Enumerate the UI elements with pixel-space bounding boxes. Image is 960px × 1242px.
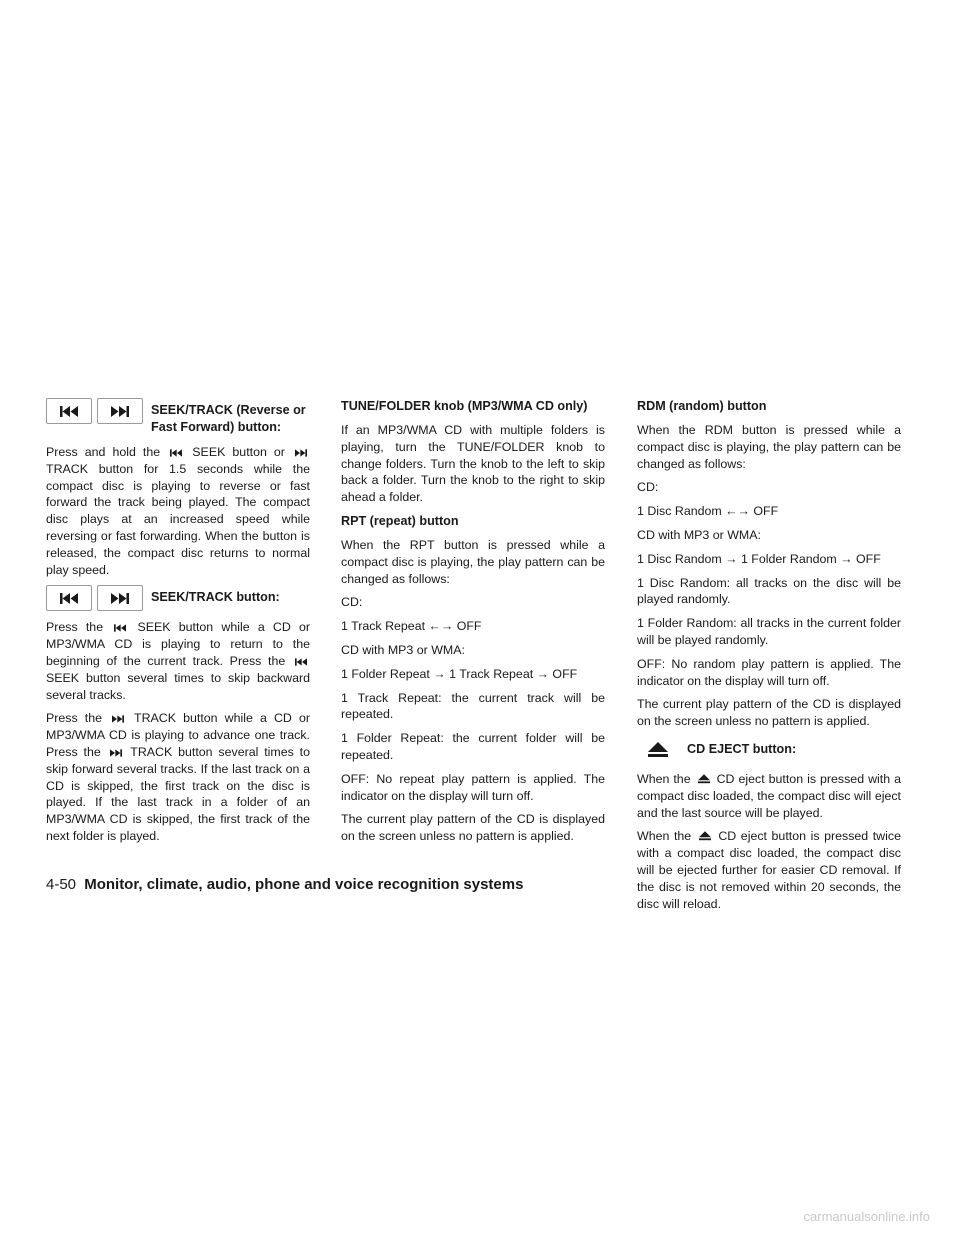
- skip-forward-icon: [110, 749, 122, 757]
- eject-paragraph-1: When the CD eject button is pressed with a compact disc loaded, the compact disc will eject and the last source will be played.: [637, 771, 901, 820]
- skip-back-icon: [60, 593, 78, 604]
- rpt-mp3-label: CD with MP3 or WMA:: [341, 642, 465, 657]
- eject-paragraph-2: When the CD eject button is pressed twice with a compact disc loaded, the compact disc will be ejected further for easier CD removal. If the disc is not removed within 20 seconds, the disc will reload.: [637, 829, 901, 911]
- seek-track-paragraph-1: Press the SEEK button while a CD or MP3/WMA CD is playing to return to the beginning of the current track. Press the SEEK button several times to skip backward several tracks.: [46, 620, 311, 702]
- rpt-desc-track: 1 Track Repeat: the current track will be repeated.: [341, 690, 605, 722]
- tune-folder-heading: TUNE/FOLDER knob (MP3/WMA CD only): [341, 399, 588, 413]
- rdm-desc-folder: 1 Folder Random: all tracks in the current folder will be played randomly.: [637, 616, 901, 647]
- seek-track-rev-ff-title: SEEK/TRACK (Reverse or Fast Forward) button:: [151, 403, 306, 434]
- rdm-cd-pattern: 1 Disc Random ←→ OFF: [637, 504, 779, 519]
- skip-forward-key: [97, 585, 143, 611]
- skip-forward-icon: [295, 449, 307, 457]
- rdm-intro: When the RDM button is pressed while a compact disc is playing, the play pattern can be changed as follows:: [637, 423, 901, 471]
- rdm-desc-disc: 1 Disc Random: all tracks on the disc will be played randomly.: [637, 575, 901, 607]
- rdm-mp3-label: CD with MP3 or WMA:: [637, 527, 761, 542]
- watermark: carmanualsonline.info: [803, 1209, 930, 1224]
- seek-track-heading: [46, 585, 310, 611]
- eject-icon: [648, 742, 668, 758]
- seek-track-rev-ff-paragraph: Press and hold the SEEK button or TRACK button for 1.5 seconds while the compact disc is playing to reverse or fast forward the track being played. The compact disc plays at an increased speed while reversing or fast forwarding. When the button is released, the compact disc returns to normal play speed.: [46, 445, 310, 577]
- rpt-note: The current play pattern of the CD is displayed on the screen unless no pattern is applied.: [341, 812, 605, 844]
- rpt-desc-off: OFF: No repeat play pattern is applied. The indicator on the display will turn off.: [341, 771, 605, 803]
- seek-track-title: SEEK/TRACK button:: [151, 590, 280, 605]
- rpt-cd-pattern: 1 Track Repeat ←→ OFF: [341, 619, 482, 634]
- cd-eject-heading: [637, 737, 901, 763]
- skip-back-icon: [60, 406, 78, 417]
- rdm-heading: RDM (random) button: [637, 399, 767, 413]
- column-1: [46, 398, 310, 852]
- rdm-note: The current play pattern of the CD is displayed on the screen unless no pattern is applied.: [637, 697, 901, 729]
- column-2: [341, 398, 605, 852]
- rpt-intro: When the RPT button is pressed while a compact disc is playing, the play pattern can be changed as follows:: [341, 537, 605, 586]
- rdm-desc-off: OFF: No random play pattern is applied. The indicator on the display will turn off.: [637, 656, 901, 688]
- skip-back-icon: [170, 449, 182, 457]
- rdm-cd-label: CD:: [637, 480, 659, 495]
- eject-key: [637, 737, 679, 763]
- skip-forward-icon: [111, 406, 129, 417]
- page-footer: [46, 876, 523, 893]
- skip-back-icon: [295, 658, 307, 666]
- skip-forward-icon: [111, 593, 129, 604]
- skip-forward-icon: [112, 715, 124, 723]
- rpt-cd-label: CD:: [341, 595, 363, 610]
- tune-folder-paragraph: If an MP3/WMA CD with multiple folders is playing, turn the TUNE/FOLDER knob to change folders. Turn the knob to the left to skip back a folder. Turn the knob to the right to skip ahead a folder.: [341, 423, 605, 505]
- skip-forward-key: [97, 398, 143, 424]
- cd-eject-title: CD EJECT button:: [687, 741, 797, 756]
- seek-track-paragraph-2: Press the TRACK button while a CD or MP3/WMA CD is playing to advance one track. Press the TRACK button several times to skip forward several tracks. If the last track on a CD is skipped, the first track on the disc is played. If the last track in a folder of an MP3/WMA CD is skipped, the first track of the next folder is played.: [46, 711, 311, 843]
- skip-back-key: [46, 585, 92, 611]
- rpt-mp3-pattern: 1 Folder Repeat → 1 Track Repeat → OFF: [341, 666, 578, 681]
- eject-icon: [699, 831, 711, 841]
- section-title: Monitor, climate, audio, phone and voice recognition systems: [84, 876, 524, 893]
- column-3: [637, 398, 901, 919]
- rpt-heading: RPT (repeat) button: [341, 513, 459, 528]
- rdm-mp3-pattern: 1 Disc Random → 1 Folder Random → OFF: [637, 551, 881, 566]
- skip-back-icon: [114, 624, 126, 632]
- seek-track-rev-ff-heading: [46, 398, 310, 436]
- skip-back-key: [46, 398, 92, 424]
- page-number: 4-50: [46, 876, 77, 893]
- rpt-desc-folder: 1 Folder Repeat: the current folder will be repeated.: [341, 731, 605, 762]
- eject-icon: [698, 774, 710, 784]
